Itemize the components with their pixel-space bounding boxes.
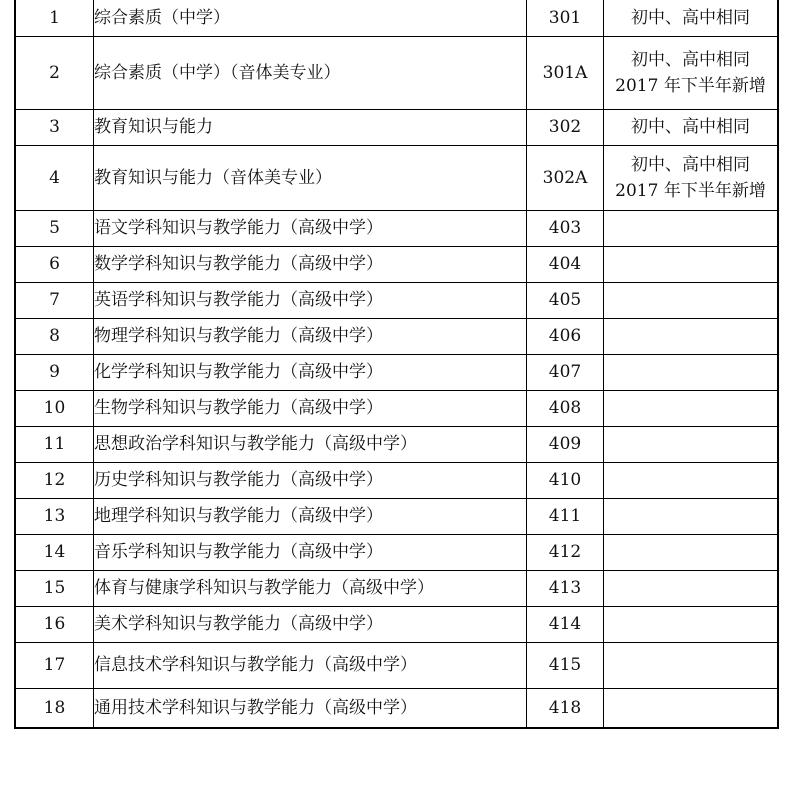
subject-note [604,462,779,498]
table-row [15,109,778,145]
subject-note [604,36,779,109]
subject-note [604,0,779,36]
row-number: 12 [15,462,94,498]
subject-note [604,570,779,606]
row-number: 1 [15,0,94,36]
table-row [15,145,778,210]
subject-note [604,606,779,642]
subject-name: 地理学科知识与教学能力（高级中学） [94,498,527,534]
subject-note [604,246,779,282]
row-number: 14 [15,534,94,570]
subject-code: 408 [527,390,604,426]
subject-code: 414 [527,606,604,642]
subject-name: 综合素质（中学） [94,0,527,36]
subject-note [604,688,779,728]
row-number: 17 [15,642,94,688]
table-row [15,36,778,109]
subject-name: 物理学科知识与教学能力（高级中学） [94,318,527,354]
row-number: 7 [15,282,94,318]
subject-code: 412 [527,534,604,570]
subject-code: 301 [527,0,604,36]
subject-name: 信息技术学科知识与教学能力（高级中学） [94,642,527,688]
note-line: 初中、高中相同 [631,49,750,70]
subject-name: 历史学科知识与教学能力（高级中学） [94,462,527,498]
table-row [15,462,778,498]
subject-note [604,390,779,426]
subject-name: 通用技术学科知识与教学能力（高级中学） [94,688,527,728]
table-row [15,498,778,534]
subject-name: 思想政治学科知识与教学能力（高级中学） [94,426,527,462]
subject-name: 生物学科知识与教学能力（高级中学） [94,390,527,426]
subject-code: 409 [527,426,604,462]
subject-name: 美术学科知识与教学能力（高级中学） [94,606,527,642]
row-number: 3 [15,109,94,145]
subject-note [604,354,779,390]
note-line: 初中、高中相同 [631,154,750,175]
row-number: 16 [15,606,94,642]
row-number: 9 [15,354,94,390]
subject-code: 413 [527,570,604,606]
note-line: 2017 年下半年新增 [615,180,766,201]
table-row [15,246,778,282]
subject-code: 302A [527,145,604,210]
table-row [15,0,778,36]
subject-code: 302 [527,109,604,145]
subject-name: 教育知识与能力 [94,109,527,145]
subject-table-body [15,0,778,728]
row-number: 4 [15,145,94,210]
subject-code: 301A [527,36,604,109]
row-number: 2 [15,36,94,109]
subject-code: 415 [527,642,604,688]
subject-note [604,534,779,570]
subject-name: 英语学科知识与教学能力（高级中学） [94,282,527,318]
subject-code: 403 [527,210,604,246]
row-number: 10 [15,390,94,426]
row-number: 8 [15,318,94,354]
subject-name: 语文学科知识与教学能力（高级中学） [94,210,527,246]
subject-table [14,0,779,729]
note-line: 初中、高中相同 [631,117,750,137]
row-number: 5 [15,210,94,246]
subject-code: 406 [527,318,604,354]
subject-name: 化学学科知识与教学能力（高级中学） [94,354,527,390]
table-row [15,606,778,642]
subject-code: 410 [527,462,604,498]
subject-code: 405 [527,282,604,318]
row-number: 6 [15,246,94,282]
subject-name: 教育知识与能力（音体美专业） [94,145,527,210]
subject-name: 体育与健康学科知识与教学能力（高级中学） [94,570,527,606]
note-line: 2017 年下半年新增 [615,75,766,96]
subject-code: 404 [527,246,604,282]
table-row [15,426,778,462]
table-row [15,534,778,570]
table-row [15,354,778,390]
row-number: 18 [15,688,94,728]
note-line: 初中、高中相同 [631,7,750,28]
row-number: 15 [15,570,94,606]
subject-note [604,109,779,145]
table-row [15,318,778,354]
subject-note [604,318,779,354]
subject-name: 数学学科知识与教学能力（高级中学） [94,246,527,282]
table-row [15,688,778,728]
subject-note [604,642,779,688]
subject-code: 407 [527,354,604,390]
row-number: 13 [15,498,94,534]
table-row [15,570,778,606]
subject-code: 418 [527,688,604,728]
subject-note [604,498,779,534]
table-row [15,282,778,318]
subject-name: 综合素质（中学）（音体美专业） [94,36,527,109]
subject-name: 音乐学科知识与教学能力（高级中学） [94,534,527,570]
subject-note [604,282,779,318]
subject-note [604,210,779,246]
row-number: 11 [15,426,94,462]
subject-note [604,145,779,210]
subject-code: 411 [527,498,604,534]
table-row [15,390,778,426]
table-row [15,642,778,688]
subject-note [604,426,779,462]
table-row [15,210,778,246]
